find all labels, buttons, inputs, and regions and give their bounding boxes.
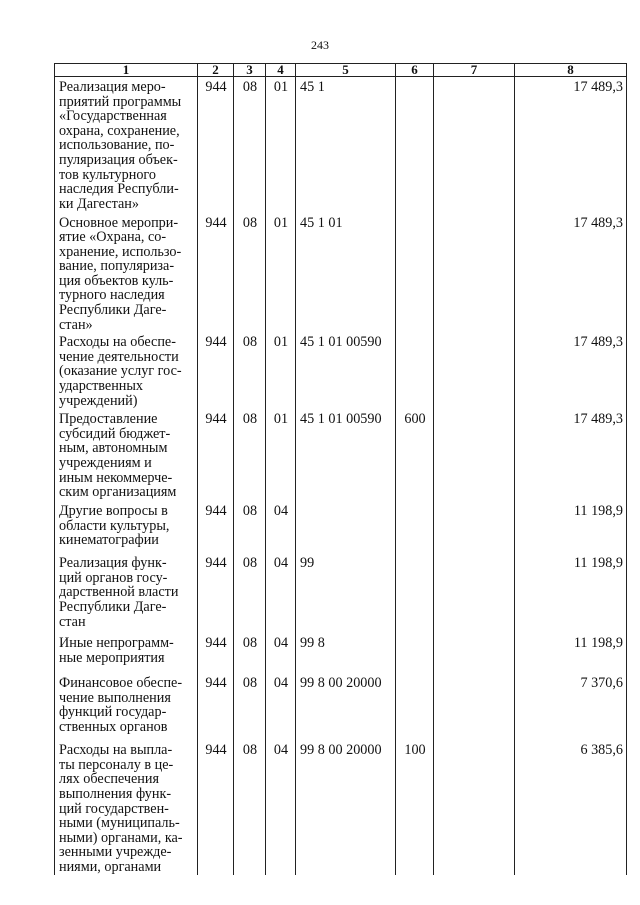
expense-type-code: [396, 633, 434, 673]
ministry-code: 944: [198, 213, 234, 333]
page-number: 243: [311, 38, 329, 52]
ministry-code: 944: [198, 501, 234, 553]
expense-type-code: [396, 332, 434, 409]
amount: 11 198,9: [515, 501, 627, 553]
header-col-2: 2: [198, 64, 234, 77]
item-name: Расходы на обеспе- чение деятельности (оказание услуг гос- ударственных учреждений): [55, 332, 198, 409]
table-row: [55, 501, 627, 553]
subsection-code: 04: [266, 553, 296, 633]
item-name: Другие вопросы в области культуры, кинематографии: [55, 501, 198, 553]
section-code: 08: [234, 501, 266, 553]
section-code: 08: [234, 77, 266, 213]
column-7-cell: [434, 332, 515, 409]
section-code: 08: [234, 332, 266, 409]
subsection-code: 04: [266, 673, 296, 740]
ministry-code: 944: [198, 332, 234, 409]
section-code: 08: [234, 409, 266, 501]
target-article-code: 45 1: [296, 77, 396, 213]
section-code: 08: [234, 213, 266, 333]
ministry-code: 944: [198, 77, 234, 213]
subsection-code: 01: [266, 77, 296, 213]
subsection-code: 01: [266, 213, 296, 333]
target-article-code: 99 8: [296, 633, 396, 673]
header-col-4: 4: [266, 64, 296, 77]
target-article-code: 45 1 01: [296, 213, 396, 333]
header-col-5: 5: [296, 64, 396, 77]
expense-type-code: [396, 501, 434, 553]
section-code: 08: [234, 633, 266, 673]
subsection-code: 04: [266, 501, 296, 553]
amount: 17 489,3: [515, 409, 627, 501]
column-7-cell: [434, 77, 515, 213]
table-row: [55, 633, 627, 673]
target-article-code: 99 8 00 20000: [296, 673, 396, 740]
ministry-code: 944: [198, 553, 234, 633]
column-7-cell: [434, 409, 515, 501]
amount: 6 385,6: [515, 740, 627, 874]
column-7-cell: [434, 553, 515, 633]
header-col-7: 7: [434, 64, 515, 77]
target-article-code: 45 1 01 00590: [296, 409, 396, 501]
subsection-code: 04: [266, 740, 296, 874]
table-row: [55, 740, 627, 874]
expense-type-code: [396, 553, 434, 633]
target-article-code: [296, 501, 396, 553]
target-article-code: 99 8 00 20000: [296, 740, 396, 874]
header-col-3: 3: [234, 64, 266, 77]
column-7-cell: [434, 740, 515, 874]
subsection-code: 01: [266, 409, 296, 501]
expense-type-code: 100: [396, 740, 434, 874]
column-7-cell: [434, 213, 515, 333]
ministry-code: 944: [198, 673, 234, 740]
item-name: Основное меропри- ятие «Охрана, со- хранение, использо- вание, популяриза- ция объектов куль- турного наследия Республики Даге- стан»: [55, 213, 198, 333]
amount: 11 198,9: [515, 633, 627, 673]
header-col-6: 6: [396, 64, 434, 77]
table-row: [55, 673, 627, 740]
amount: 7 370,6: [515, 673, 627, 740]
table-row: [55, 332, 627, 409]
amount: 17 489,3: [515, 77, 627, 213]
column-7-cell: [434, 501, 515, 553]
section-code: 08: [234, 673, 266, 740]
expense-type-code: [396, 213, 434, 333]
header-col-1: 1: [55, 64, 198, 77]
subsection-code: 04: [266, 633, 296, 673]
table-row: [55, 77, 627, 213]
amount: 11 198,9: [515, 553, 627, 633]
item-name: Иные непрограмм- ные мероприятия: [55, 633, 198, 673]
table-row: [55, 213, 627, 333]
expense-type-code: [396, 77, 434, 213]
section-code: 08: [234, 740, 266, 874]
column-7-cell: [434, 673, 515, 740]
column-7-cell: [434, 633, 515, 673]
ministry-code: 944: [198, 409, 234, 501]
header-col-8: 8: [515, 64, 627, 77]
target-article-code: 45 1 01 00590: [296, 332, 396, 409]
item-name: Финансовое обеспе- чение выполнения функций государ- ственных органов: [55, 673, 198, 740]
ministry-code: 944: [198, 740, 234, 874]
subsection-code: 01: [266, 332, 296, 409]
budget-table: [54, 63, 627, 875]
item-name: Расходы на выпла- ты персоналу в це- лях обеспечения выполнения функ- ций государствен- ными (муниципаль- ными) органами, ка- зенными учрежде- ниями, органами: [55, 740, 198, 874]
header-row: [55, 64, 627, 77]
amount: 17 489,3: [515, 213, 627, 333]
table-row: [55, 409, 627, 501]
amount: 17 489,3: [515, 332, 627, 409]
item-name: Реализация функ- ций органов госу- дарственной власти Республики Даге- стан: [55, 553, 198, 633]
expense-type-code: 600: [396, 409, 434, 501]
expense-type-code: [396, 673, 434, 740]
item-name: Предоставление субсидий бюджет- ным, автономным учреждениям и иным некоммерче- ским организациям: [55, 409, 198, 501]
table-row: [55, 553, 627, 633]
section-code: 08: [234, 553, 266, 633]
target-article-code: 99: [296, 553, 396, 633]
ministry-code: 944: [198, 633, 234, 673]
item-name: Реализация меро- приятий программы «Государственная охрана, сохранение, использование, по- пуляризация объек- тов культурного наследия Республи- ки Дагестан»: [55, 77, 198, 213]
